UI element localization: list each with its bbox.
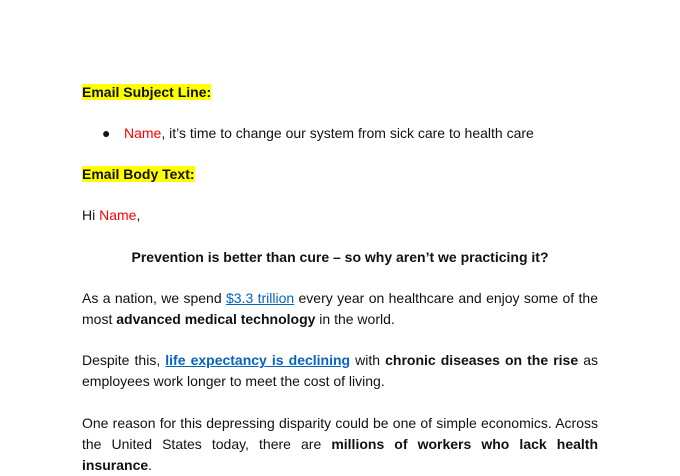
greeting-prefix: Hi bbox=[82, 207, 100, 223]
paragraph-text: in the world. bbox=[315, 311, 395, 327]
bold-phrase: advanced medical technology bbox=[116, 311, 316, 327]
bold-phrase: chronic diseases on the rise bbox=[385, 352, 579, 368]
name-placeholder: Name bbox=[124, 125, 162, 141]
bold-phrase: millions of workers who lack health insurance bbox=[82, 436, 598, 473]
paragraph-text: as employees work longer to meet the cost of living. bbox=[82, 352, 598, 389]
subject-line-rest: , it’s time to change our system from sick care to health care bbox=[161, 125, 534, 141]
spending-link[interactable]: $3.3 trillion bbox=[225, 290, 295, 306]
paragraph-text: every year on healthcare and enjoy some of the most bbox=[82, 290, 598, 327]
subject-line-label: Email Subject Line: bbox=[82, 84, 212, 100]
subject-line-text bbox=[124, 123, 534, 144]
paragraph-text: . bbox=[148, 457, 153, 473]
greeting-suffix: , bbox=[136, 207, 141, 223]
greeting-name-placeholder: Name bbox=[99, 207, 137, 223]
paragraph-spending bbox=[82, 288, 598, 330]
greeting bbox=[82, 205, 598, 226]
paragraph-life-expectancy bbox=[82, 350, 598, 392]
subject-line-section bbox=[82, 82, 598, 103]
body-text-section bbox=[82, 164, 598, 185]
body-text-label: Email Body Text: bbox=[82, 166, 195, 182]
life-expectancy-link[interactable]: life expectancy is declining bbox=[165, 352, 351, 368]
paragraph-text: with bbox=[350, 352, 386, 368]
paragraph-text: Despite this, bbox=[82, 352, 166, 368]
paragraph-text: As a nation, we spend bbox=[82, 290, 226, 306]
paragraph-text: One reason for this depressing disparity could be one of simple economics. Across the United States today, there are bbox=[82, 415, 598, 452]
paragraph-economics bbox=[82, 413, 598, 476]
email-heading: Prevention is better than cure – so why aren’t we practicing it? bbox=[131, 249, 549, 265]
bullet-icon: ● bbox=[102, 125, 111, 141]
